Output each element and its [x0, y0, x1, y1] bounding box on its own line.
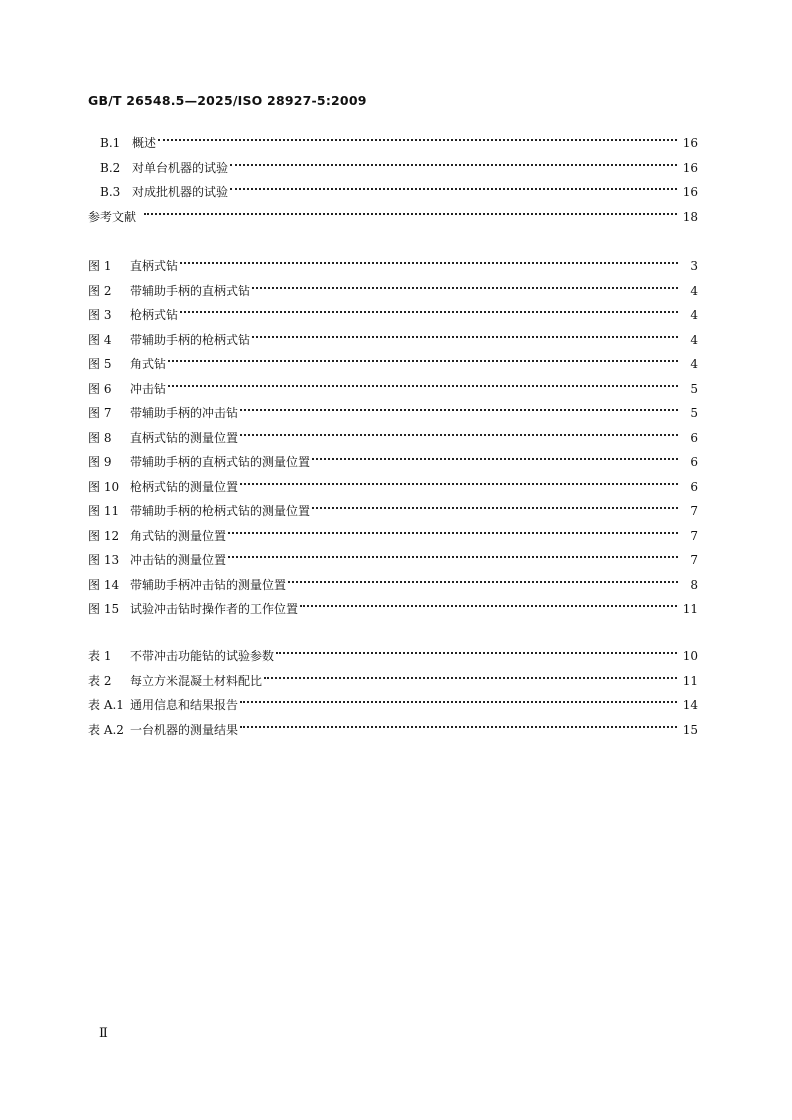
figure-entry[interactable]	[88, 595, 698, 616]
toc-entry-title: 直柄式钻的测量位置	[130, 430, 239, 445]
dot-leader	[240, 691, 677, 709]
toc-entry-number: B.2	[100, 161, 121, 175]
toc-entry-number: 图 12	[88, 528, 120, 543]
figure-entry[interactable]	[88, 522, 698, 543]
toc-entry-title: 直柄式钻	[130, 259, 179, 273]
toc-entry-title: 冲击钻的测量位置	[130, 553, 227, 567]
document-header: GB/T 26548.5—2025/ISO 28927-5:2009	[88, 93, 367, 108]
toc-entry-title: 参考文献	[88, 210, 137, 224]
dot-leader	[144, 203, 677, 221]
toc-entry-page: 8	[690, 577, 698, 592]
figure-entry[interactable]	[88, 399, 698, 420]
toc-entry-page: 7	[690, 528, 698, 543]
dot-leader	[230, 178, 677, 196]
table-entry[interactable]	[88, 642, 698, 663]
toc-entry-title: 概述	[132, 136, 157, 150]
dot-leader	[180, 252, 678, 270]
toc-entry-page: 15	[682, 722, 698, 737]
toc-entry-page: 4	[690, 332, 698, 347]
table-entry[interactable]	[88, 667, 698, 688]
toc-entry-title: 角式钻	[130, 357, 167, 371]
toc-entry-number: 图 7	[88, 406, 112, 420]
toc-entry-page: 4	[690, 308, 698, 322]
dot-leader	[312, 497, 678, 515]
toc-entry-page: 3	[690, 259, 698, 273]
toc-entry-page: 14	[682, 698, 698, 712]
toc-entry-page: 11	[682, 673, 698, 688]
toc-entry-number: 图 5	[88, 357, 112, 371]
dot-leader	[240, 399, 678, 417]
dot-leader	[276, 642, 677, 660]
toc-entry-page: 7	[690, 504, 698, 518]
toc-entry-number: 图 10	[88, 479, 120, 494]
toc-entry-title: 试验冲击钻时操作者的工作位置	[130, 602, 299, 616]
toc-entry-title: 冲击钻	[130, 381, 167, 396]
page-number: Ⅱ	[99, 1026, 108, 1041]
toc-entry-number: 表 A.2	[88, 722, 124, 737]
figure-entry[interactable]	[88, 497, 698, 518]
toc-entry-page: 10	[682, 649, 698, 663]
dot-leader	[180, 301, 678, 319]
table-entry[interactable]	[88, 691, 698, 712]
toc-entry-page: 16	[682, 161, 698, 175]
dot-leader	[252, 277, 678, 295]
figure-entry[interactable]	[88, 571, 698, 592]
toc-entry-b1[interactable]	[100, 129, 698, 150]
toc-entry-number: 图 14	[88, 577, 120, 592]
dot-leader	[230, 154, 677, 172]
toc-entry-number: 表 A.1	[88, 698, 124, 712]
toc-entry-number: B.1	[100, 136, 121, 150]
toc-entry-page: 11	[682, 602, 698, 616]
toc-entry-page: 16	[682, 185, 698, 199]
toc-entry-page: 16	[682, 136, 698, 150]
figure-entry[interactable]	[88, 326, 698, 347]
dot-leader	[240, 716, 677, 734]
dot-leader	[168, 350, 678, 368]
toc-entry-number: 表 1	[88, 649, 112, 663]
figure-entry[interactable]	[88, 375, 698, 396]
figure-entry[interactable]	[88, 546, 698, 567]
dot-leader	[288, 571, 678, 589]
dot-leader	[312, 448, 678, 466]
figure-entry[interactable]	[88, 277, 698, 298]
toc-entry-b2[interactable]	[100, 154, 698, 175]
figure-entry[interactable]	[88, 252, 698, 273]
dot-leader	[158, 129, 677, 147]
toc-entry-title: 枪柄式钻	[130, 308, 179, 322]
figure-entry[interactable]	[88, 448, 698, 469]
toc-entry-page: 18	[682, 210, 698, 224]
dot-leader	[228, 546, 678, 564]
toc-entry-page: 6	[690, 479, 698, 494]
dot-leader	[168, 375, 678, 393]
toc-entry-title: 对成批机器的试验	[132, 185, 229, 199]
toc-entry-title: 一台机器的测量结果	[130, 722, 239, 737]
toc-entry-number: 图 1	[88, 259, 112, 273]
toc-entry-number: 图 9	[88, 455, 112, 469]
dot-leader	[264, 667, 677, 685]
toc-entry-number: 图 11	[88, 504, 120, 518]
toc-entry-page: 6	[690, 455, 698, 469]
toc-entry-page: 7	[690, 553, 698, 567]
toc-entry-title: 枪柄式钻的测量位置	[130, 479, 239, 494]
toc-entry-title: 角式钻的测量位置	[130, 528, 227, 543]
figure-entry[interactable]	[88, 350, 698, 371]
toc-entry-page: 4	[690, 357, 698, 371]
dot-leader	[240, 473, 678, 491]
toc-entry-title: 带辅助手柄的直柄式钻的测量位置	[130, 455, 311, 469]
toc-entry-page: 6	[690, 430, 698, 445]
toc-entry-number: 图 3	[88, 308, 112, 322]
toc-entry-references[interactable]	[88, 203, 698, 224]
figure-entry[interactable]	[88, 424, 698, 445]
toc-entry-title: 每立方米混凝土材料配比	[130, 673, 263, 688]
toc-entry-number: B.3	[100, 185, 121, 199]
dot-leader	[300, 595, 677, 613]
toc-entry-number: 图 8	[88, 430, 112, 445]
toc-entry-number: 表 2	[88, 673, 112, 688]
toc-entry-number: 图 15	[88, 602, 120, 616]
toc-entry-number: 图 13	[88, 553, 120, 567]
toc-entry-page: 5	[690, 381, 698, 396]
toc-entry-title: 带辅助手柄的枪柄式钻	[130, 332, 251, 347]
figure-entry[interactable]	[88, 301, 698, 322]
dot-leader	[240, 424, 678, 442]
toc-entry-title: 通用信息和结果报告	[130, 698, 239, 712]
toc-entry-page: 5	[690, 406, 698, 420]
toc-entry-title: 带辅助手柄冲击钻的测量位置	[130, 577, 287, 592]
toc-entry-title: 带辅助手柄的枪柄式钻的测量位置	[130, 504, 311, 518]
toc-entry-title: 不带冲击功能钻的试验参数	[130, 649, 275, 663]
dot-leader	[252, 326, 678, 344]
figure-entry[interactable]	[88, 473, 698, 494]
table-entry[interactable]	[88, 716, 698, 737]
dot-leader	[228, 522, 678, 540]
toc-entry-number: 图 4	[88, 332, 112, 347]
toc-entry-number: 图 6	[88, 381, 112, 396]
toc-entry-title: 带辅助手柄的冲击钻	[130, 406, 239, 420]
toc-entry-title: 对单台机器的试验	[132, 161, 229, 175]
toc-entry-title: 带辅助手柄的直柄式钻	[130, 283, 251, 298]
toc-entry-page: 4	[690, 283, 698, 298]
toc-entry-number: 图 2	[88, 283, 112, 298]
toc-entry-b3[interactable]	[100, 178, 698, 199]
